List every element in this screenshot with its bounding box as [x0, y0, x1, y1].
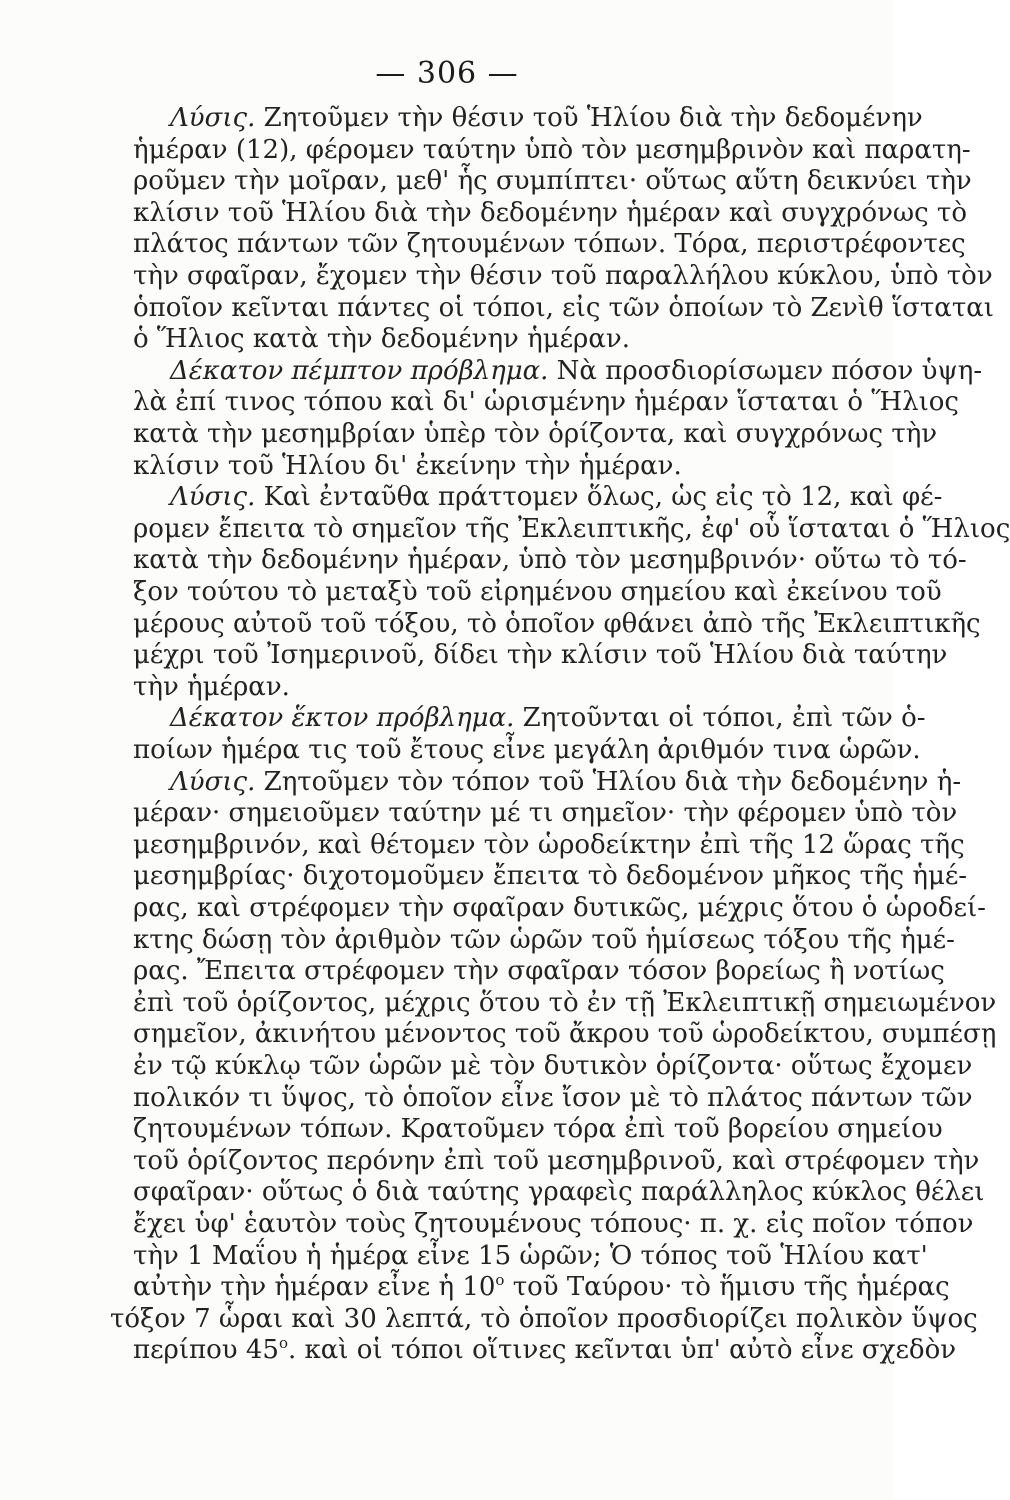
line-text: ρας. Ἔπειτα στρέφομεν τὴν σφαῖραν τόσον βορείως ἢ νοτίως: [133, 956, 945, 987]
text-line: [133, 226, 966, 262]
line-text: σφαῖραν· οὕτως ὁ διὰ ταύτης γραφεὶς παράλληλος κύκλος θέλει: [133, 1177, 985, 1208]
line-text-continued: τοῦ Ταύρου· τὸ ἥμισυ τῆς ἡμέρας: [504, 1272, 950, 1303]
line-text: κατὰ τὴν μεσημβρίαν ὑπὲρ τὸν ὁρίζοντα, καὶ συγχρόνως τὴν: [133, 419, 938, 449]
text-line: [170, 353, 983, 389]
section-heading: Λύσις.: [170, 766, 256, 797]
line-text: μεσημβρίας· διχοτομοῦμεν ἔπειτα τὸ δεδομένον μῆκος τῆς ἡμέ-: [133, 861, 968, 892]
line-text: περίπου 45: [133, 1335, 279, 1366]
text-line: [133, 1332, 957, 1368]
line-text: μέραν· σημειοῦμεν ταύτην μέ τι σημεῖον· τὴν φέρομεν ὑπὸ τὸν: [133, 798, 958, 829]
line-text-continued: . καὶ οἱ τόποι οἵτινες κεῖνται ὑπ' αὐτὸ εἶνε σχεδὸν: [287, 1335, 957, 1366]
text-line: [133, 1174, 985, 1210]
text-line: [133, 922, 955, 958]
line-text: ξον τούτου τὸ μεταξὺ τοῦ εἰρημένου σημείου καὶ ἐκείνου τοῦ: [133, 577, 942, 607]
text-line: [133, 637, 948, 673]
line-text: Νὰ προσδιορίσωμεν πόσον ὑψη-: [548, 355, 983, 386]
line-text: ρας, καὶ στρέφομεν τὴν σφαῖραν δυτικῶς, μέχρις ὅτου ὁ ὡροδεί-: [133, 893, 986, 923]
text-line: [133, 1269, 950, 1305]
line-text: πλάτος πάντων τῶν ζητουμένων τόπων. Τόρα, περιστρέφοντες: [133, 229, 966, 260]
text-line: [170, 700, 926, 736]
line-text: ὁ Ἥλιος κατὰ τὴν δεδομένην ἡμέραν.: [133, 324, 630, 355]
text-line: [110, 1301, 978, 1337]
text-line: [133, 1016, 997, 1052]
page-number: — 306 —: [375, 56, 519, 91]
text-line: [133, 1080, 973, 1116]
line-text: σημεῖον, ἀκινήτου μένοντος τοῦ ἄκρου τοῦ ὡροδείκτου, συμπέσῃ: [133, 1019, 997, 1050]
line-text: πολικόν τι ὕψος, τὸ ὁποῖον εἶνε ἴσον μὲ τὸ πλάτος πάντων τῶν: [133, 1082, 973, 1113]
text-line: [133, 953, 945, 989]
line-text: ἡμέραν (12), φέρομεν ταύτην ὑπὸ τὸν μεσημβρινὸν καὶ παρατη-: [133, 134, 971, 165]
text-line: [133, 985, 997, 1021]
text-line: [170, 764, 962, 800]
line-text: Καὶ ἐνταῦθα πράττομεν ὅλως, ὡς εἰς τὸ 12, καὶ φέ-: [255, 482, 943, 513]
line-text: κτης δώσῃ τὸν ἀριθμὸν τῶν ὡρῶν τοῦ ἡμίσεως τόξου τῆς ἡμέ-: [133, 924, 955, 955]
text-line: [133, 416, 938, 452]
text-line: [133, 542, 967, 578]
text-line: [133, 195, 967, 231]
text-line: [133, 858, 968, 894]
text-line: [133, 132, 971, 168]
text-line: [133, 1143, 980, 1179]
line-text: λὰ ἐπί τινος τόπου καὶ δι' ὡρισμένην ἡμέραν ἵσταται ὁ Ἥλιος: [133, 387, 959, 418]
line-text: μέχρι τοῦ Ἰσημερινοῦ, δίδει τὴν κλίσιν τοῦ Ἡλίου διὰ ταύτην: [133, 640, 948, 671]
text-line: [133, 1111, 943, 1147]
line-text: ρομεν ἔπειτα τὸ σημεῖον τῆς Ἐκλειπτικῆς, ἐφ' οὗ ἵσταται ὁ Ἥλιος: [133, 513, 1010, 544]
text-line: [133, 1238, 928, 1274]
line-text: τὴν σφαῖραν, ἔχομεν τὴν θέσιν τοῦ παραλλήλου κύκλου, ὑπὸ τὸν: [133, 261, 993, 291]
text-line: [133, 732, 921, 768]
section-heading: Λύσις.: [170, 482, 256, 513]
line-text: τόξον 7 ὧραι καὶ 30 λεπτά, τὸ ὁποῖον προσδιορίζει πολικὸν ὕψος: [110, 1303, 978, 1334]
line-text: κλίσιν τοῦ Ἡλίου διὰ τὴν δεδομένην ἡμέραν καὶ συγχρόνως τὸ: [133, 197, 967, 228]
text-line: [133, 606, 981, 642]
line-text: μέρους αὐτοῦ τοῦ τόξου, τὸ ὁποῖον φθάνει ἀπὸ τῆς Ἐκλειπτικῆς: [133, 608, 981, 639]
line-text: ζητουμένων τόπων. Κρατοῦμεν τόρα ἐπὶ τοῦ βορείου σημείου: [133, 1114, 943, 1145]
line-text: ποίων ἡμέρα τις τοῦ ἔτους εἶνε μεγάλη ἀριθμόν τινα ὡρῶν.: [133, 735, 921, 765]
text-line: [133, 669, 823, 705]
section-heading: Δέκατον πέμπτον πρόβλημα.: [170, 355, 549, 386]
line-text: αὐτὴν τὴν ἡμέραν εἶνε ἡ 10: [133, 1272, 496, 1303]
line-text: ροῦμεν τὴν μοῖραν, μεθ' ἧς συμπίπτει· οὕτως αὕτη δεικνύει τὴν: [133, 166, 972, 197]
text-line: [170, 479, 943, 515]
line-text: κατὰ τὴν δεδομένην ἡμέραν, ὑπὸ τὸν μεσημβρινόν· οὕτω τὸ τό-: [133, 545, 967, 576]
line-text: ἐπὶ τοῦ ὁρίζοντος, μέχρις ὅτου τὸ ἐν τῇ Ἐκλειπτικῇ σημειωμένον: [133, 987, 997, 1018]
line-text: ἐν τῷ κύκλῳ τῶν ὡρῶν μὲ τὸν δυτικὸν ὁρίζοντα· οὕτως ἔχομεν: [133, 1051, 973, 1081]
degree-superscript: ο: [278, 1334, 288, 1353]
text-line: [133, 1048, 973, 1084]
line-text: τὴν ἡμέραν.: [133, 671, 290, 702]
section-heading: Δέκατον ἕκτον πρόβλημα.: [170, 703, 515, 734]
text-line: [133, 321, 823, 357]
text-line: [133, 384, 959, 420]
text-line: [133, 795, 958, 831]
text-line: [170, 100, 923, 136]
text-line: [133, 448, 823, 484]
text-line: [133, 511, 1010, 547]
text-line: [133, 258, 993, 294]
line-text: ἔχει ὑφ' ἑαυτὸν τοὺς ζητουμένους τόπους· π. χ. εἰς ποῖον τόπον: [133, 1209, 974, 1239]
text-line: [133, 163, 972, 199]
text-line: [133, 890, 986, 926]
text-line: [133, 290, 994, 326]
line-text: μεσημβρινόν, καὶ θέτομεν τὸν ὡροδείκτην ἐπὶ τῆς 12 ὥρας τῆς: [133, 829, 965, 860]
line-text: κλίσιν τοῦ Ἡλίου δι' ἐκείνην τὴν ἡμέραν.: [133, 450, 682, 481]
degree-superscript: ο: [495, 1271, 505, 1290]
text-line: [133, 1206, 974, 1242]
line-text: ὁποῖον κεῖνται πάντες οἱ τόποι, εἰς τῶν ὁποίων τὸ Ζενὶθ ἵσταται: [133, 292, 994, 323]
section-heading: Λύσις.: [170, 103, 256, 133]
line-text: Ζητοῦμεν τὸν τόπον τοῦ Ἡλίου διὰ τὴν δεδομένην ἡ-: [255, 766, 962, 797]
line-text: τοῦ ὁρίζοντος περόνην ἐπὶ τοῦ μεσημβρινοῦ, καὶ στρέφομεν τὴν: [133, 1145, 980, 1176]
text-line: [133, 827, 965, 863]
text-line: [133, 574, 942, 610]
line-text: Ζητοῦμεν τὴν θέσιν τοῦ Ἡλίου διὰ τὴν δεδομένην: [255, 103, 923, 133]
line-text: τὴν 1 Μαΐου ἡ ἡμέρα εἶνε 15 ὡρῶν; Ὁ τόπος τοῦ Ἡλίου κατ': [133, 1240, 928, 1271]
line-text: Ζητοῦνται οἱ τόποι, ἐπὶ τῶν ὁ-: [514, 703, 926, 734]
